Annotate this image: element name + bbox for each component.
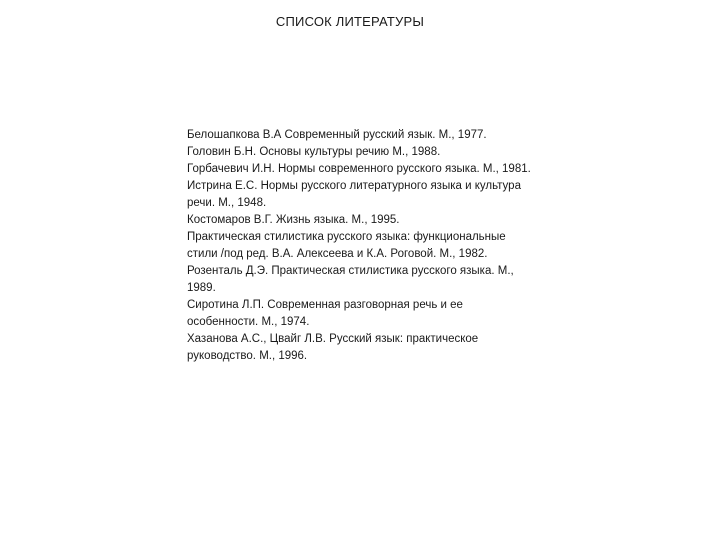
reference-item: Истрина Е.С. Нормы русского литературного языка и культура речи. М., 1948.	[187, 180, 521, 209]
reference-item: Сиротина Л.П. Современная разговорная речь и ее особенности. М., 1974.	[187, 299, 463, 328]
reference-item: Практическая стилистика русского языка: функциональные стили /под ред. В.А. Алексеева и К.А. Роговой. М., 1982.	[187, 231, 506, 260]
reference-list	[187, 127, 532, 365]
reference-item: Белошапкова В.А Современный русский язык. М., 1977.	[187, 129, 487, 141]
reference-item: Горбачевич И.Н. Нормы современного русского языка. М., 1981.	[187, 163, 531, 175]
reference-item: Головин Б.Н. Основы культуры речию М., 1988.	[187, 146, 441, 158]
reference-item: Хазанова А.С., Цвайг Л.В. Русский язык: практическое руководство. М., 1996.	[187, 333, 479, 362]
reference-item: Костомаров В.Г. Жизнь языка. М., 1995.	[187, 214, 400, 226]
page-title: СПИСОК ЛИТЕРАТУРЫ	[275, 14, 425, 29]
reference-item: Розенталь Д.Э. Практическая стилистика русского языка. М., 1989.	[187, 265, 514, 294]
